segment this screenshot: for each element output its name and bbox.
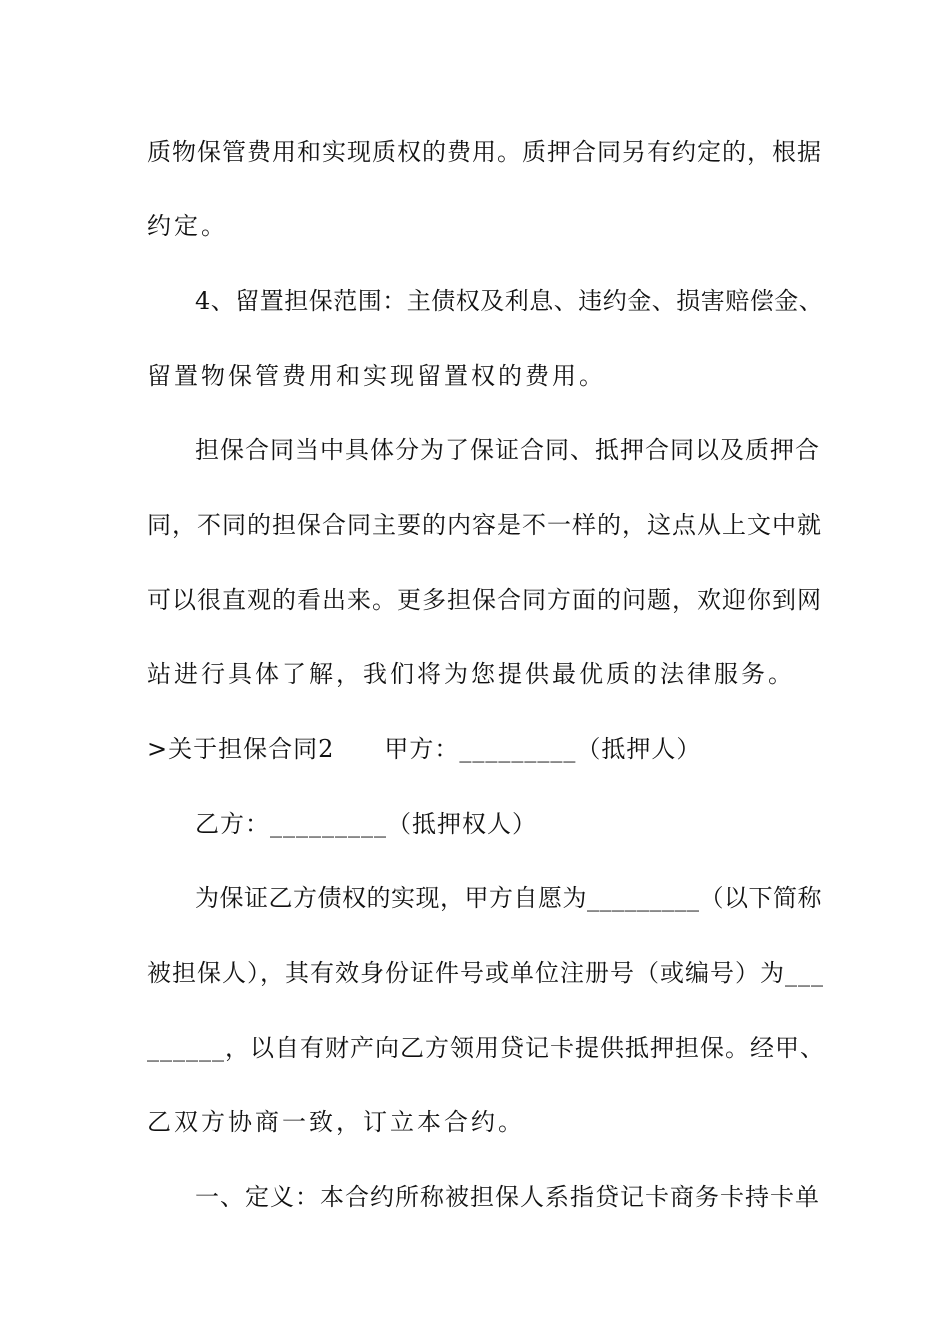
text-line: 乙方：_________（抵押权人） xyxy=(195,810,537,838)
text-line: 担保合同当中具体分为了保证合同、抵押合同以及质押合 xyxy=(195,436,820,464)
section-heading-line: >关于担保合同2 甲方：_________（抵押人） xyxy=(147,735,702,763)
text-line: 为保证乙方债权的实现，甲方自愿为_________（以下简称 xyxy=(195,884,822,912)
text-line: 可以很直观的看出来。更多担保合同方面的问题，欢迎你到网 xyxy=(147,586,822,614)
text-line: ______，以自有财产向乙方领用贷记卡提供抵押担保。经甲、 xyxy=(147,1034,825,1062)
text-line: 质物保管费用和实现质权的费用。质押合同另有约定的，根据 xyxy=(147,138,822,166)
text-line: 站进行具体了解，我们将为您提供最优质的法律服务。 xyxy=(147,660,795,688)
text-line: 留置物保管费用和实现留置权的费用。 xyxy=(147,362,606,390)
text-line: 乙双方协商一致，订立本合约。 xyxy=(147,1108,525,1136)
text-line: 4、留置担保范围：主债权及利息、违约金、损害赔偿金、 xyxy=(195,287,824,315)
text-line: 同，不同的担保合同主要的内容是不一样的，这点从上文中就 xyxy=(147,511,822,539)
text-line: 一、定义：本合约所称被担保人系指贷记卡商务卡持卡单 xyxy=(195,1183,820,1211)
text-line: 约定。 xyxy=(147,212,228,240)
text-line: 被担保人），其有效身份证件号或单位注册号（或编号）为___ xyxy=(147,959,824,987)
